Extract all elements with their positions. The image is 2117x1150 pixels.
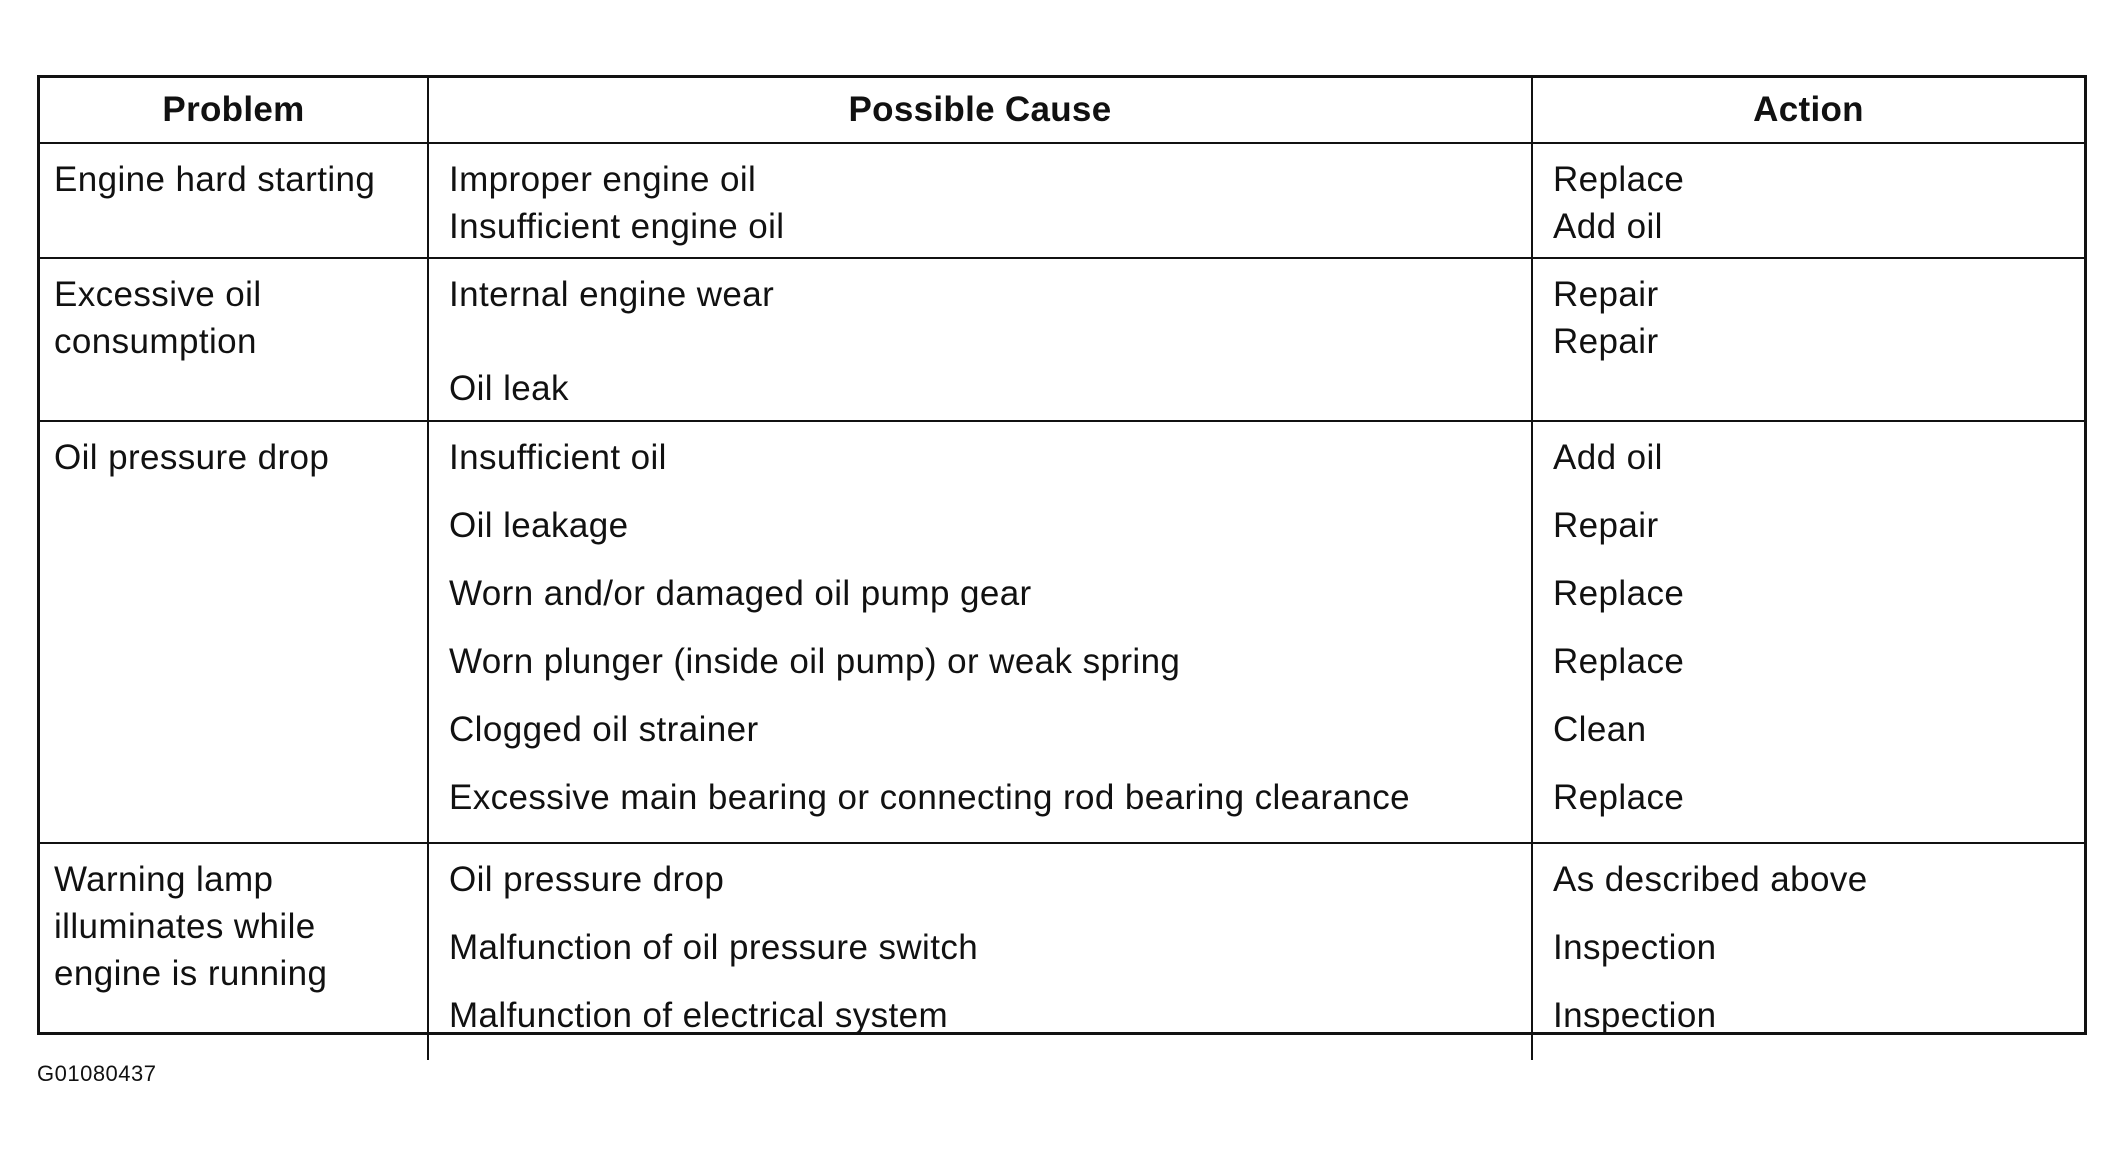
cause-text: Excessive main bearing or connecting rod bearing clearance [449,778,1410,817]
problem-text: illuminates while [54,907,316,946]
table-row [40,143,2084,258]
table-row [40,843,2084,1060]
action-text: Add oil [1553,438,1663,477]
table-header-row [40,78,2084,143]
problem-text: engine is running [54,954,328,993]
cause-cell [428,421,1532,843]
action-text: As described above [1553,860,1868,899]
action-text: Replace [1553,160,1685,199]
cause-cell [428,258,1532,421]
troubleshooting-table-frame [37,75,2087,1035]
problem-text: Engine hard starting [54,160,376,199]
cause-cell [428,843,1532,1060]
cause-text: Insufficient oil [449,438,667,477]
problem-cell [40,421,428,843]
problem-cell [40,143,428,258]
cause-text: Worn plunger (inside oil pump) or weak spring [449,642,1181,681]
cause-text: Oil leakage [449,506,629,545]
cause-text: Malfunction of electrical system [449,996,949,1035]
table-row [40,421,2084,843]
action-text: Replace [1553,642,1685,681]
figure-id: G01080437 [37,1061,157,1086]
action-text: Repair [1553,275,1659,314]
cause-text: Worn and/or damaged oil pump gear [449,574,1032,613]
problem-cell [40,258,428,421]
problem-cell [40,843,428,1060]
cause-text: Insufficient engine oil [449,207,785,246]
problem-text: Warning lamp [54,860,274,899]
action-text: Replace [1553,778,1685,817]
action-text: Clean [1553,710,1647,749]
header-action: Action [1532,78,2084,143]
cause-text: Clogged oil strainer [449,710,759,749]
header-possible-cause: Possible Cause [428,78,1532,143]
cause-spacer [449,318,1531,365]
action-text: Add oil [1553,207,1663,246]
header-problem: Problem [40,78,428,143]
action-cell [1532,258,2084,421]
action-cell [1532,143,2084,258]
action-text: Repair [1553,506,1659,545]
action-cell [1532,843,2084,1060]
action-text: Inspection [1553,928,1717,967]
troubleshooting-table [40,78,2084,1060]
cause-cell [428,143,1532,258]
action-text: Repair [1553,322,1659,361]
action-text: Replace [1553,574,1685,613]
table-row [40,258,2084,421]
problem-text: Excessive oil [54,275,262,314]
problem-text: Oil pressure drop [54,438,330,477]
cause-text: Malfunction of oil pressure switch [449,928,979,967]
action-text: Inspection [1553,996,1717,1035]
cause-text: Improper engine oil [449,160,757,199]
cause-text: Internal engine wear [449,275,775,314]
cause-text: Oil pressure drop [449,860,725,899]
problem-text: consumption [54,322,257,361]
action-cell [1532,421,2084,843]
cause-text: Oil leak [449,369,569,408]
